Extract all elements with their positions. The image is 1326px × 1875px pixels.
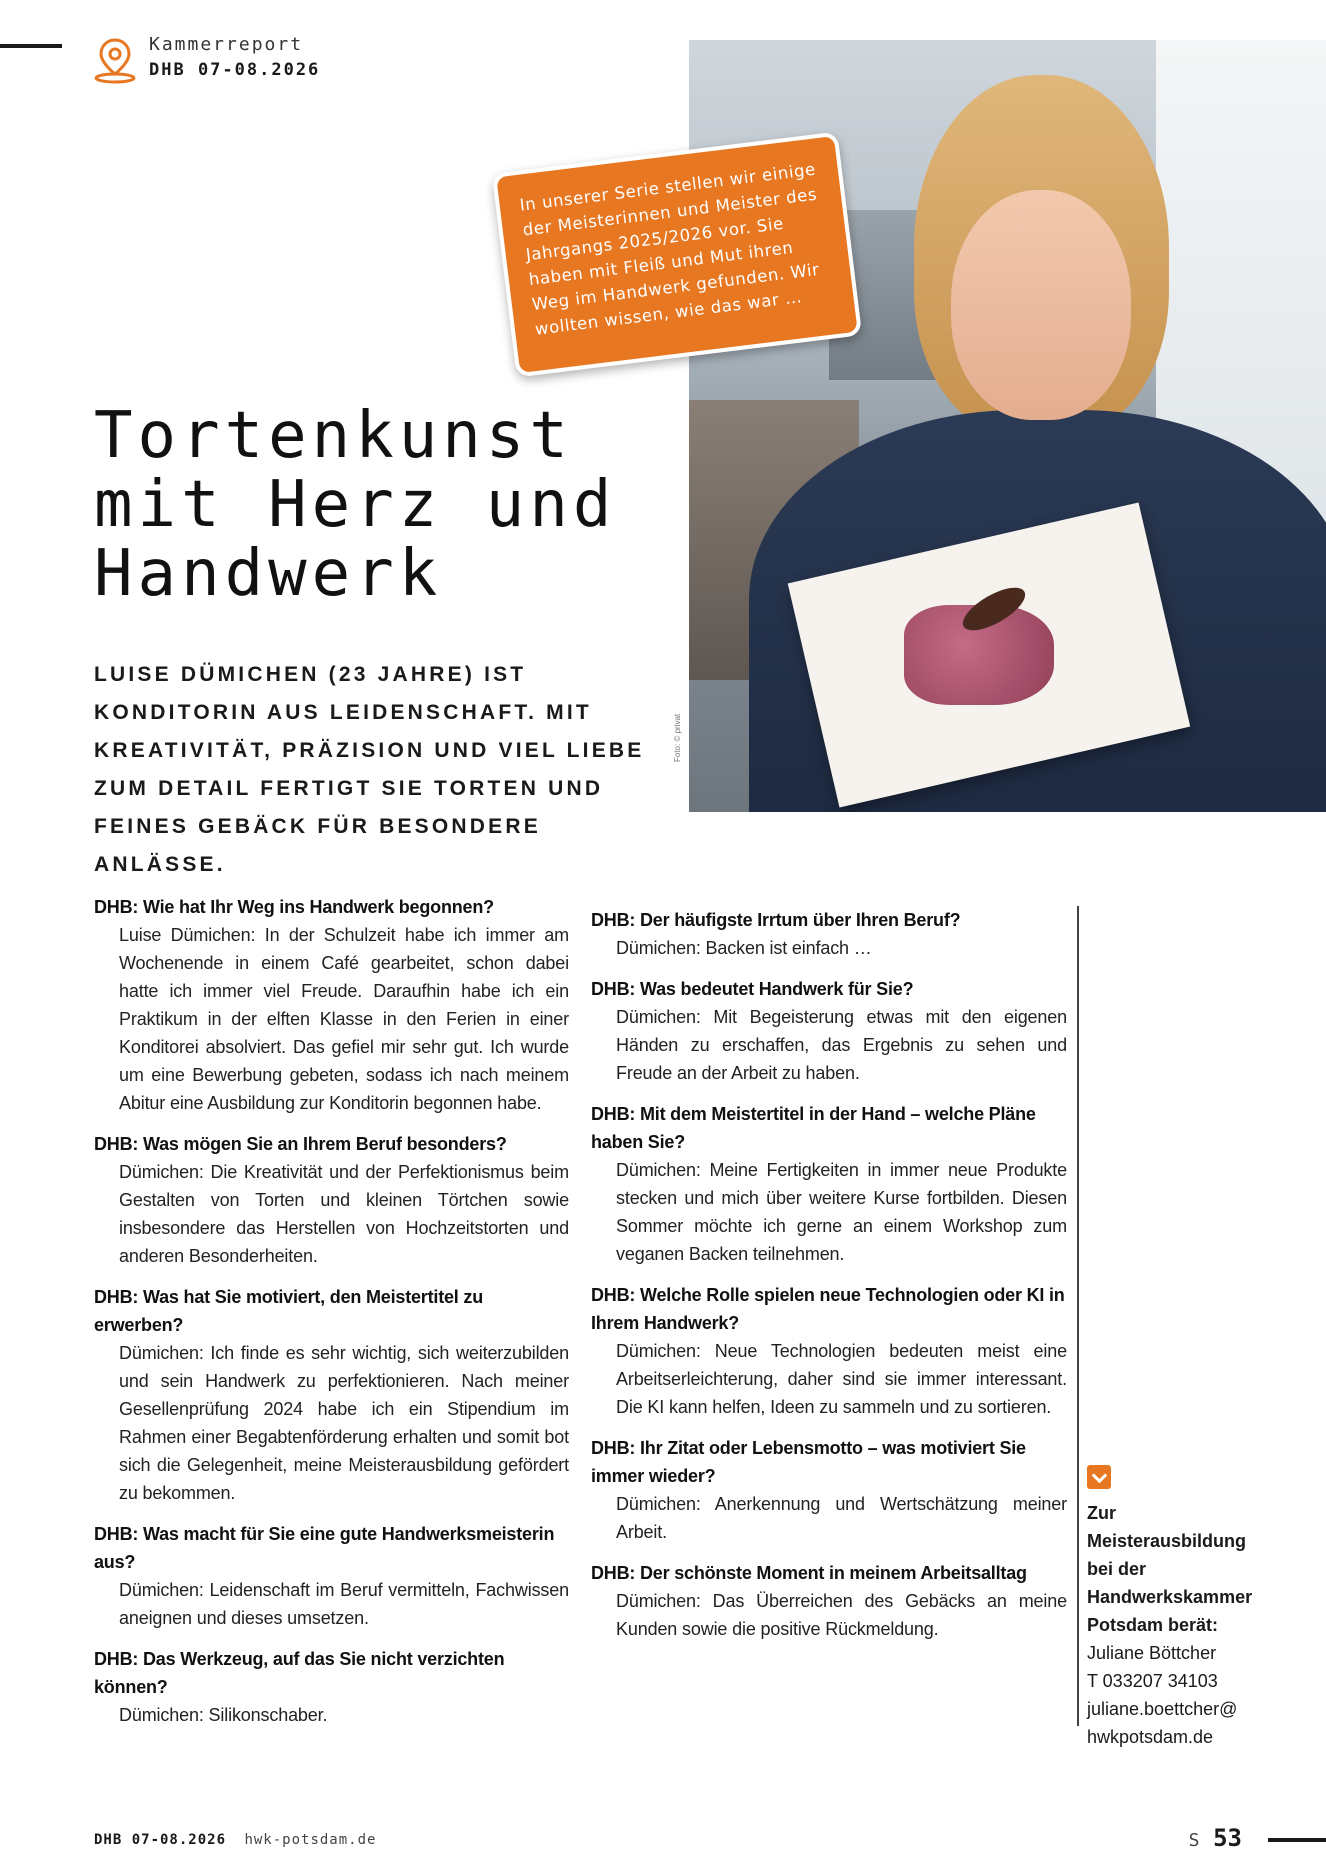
page-prefix: S	[1188, 1830, 1200, 1851]
answer: Dümichen: Die Kreativität und der Perfektionismus beim Gestalten von Torten und kleinen Törtchen sowie insbesondere das Herstellen von Hochzeitstorten und anderen Besonderheiten.	[119, 1162, 569, 1266]
qa-item	[591, 906, 1067, 962]
footer-website-link[interactable]: hwk-potsdam.de	[244, 1832, 377, 1848]
question: DHB: Was mögen Sie an Ihrem Beruf besonders?	[94, 1134, 507, 1154]
interview-column-left	[94, 893, 569, 1742]
photo-credit: Foto: © privat	[673, 713, 682, 762]
answer: Dümichen: Meine Fertigkeiten in immer neue Produkte stecken und mich über weitere Kurse fortbilden. Diesen Sommer möchte ich gerne an einem Workshop zum veganen Backen teilnehmen.	[616, 1160, 1067, 1264]
qa-item	[591, 1100, 1067, 1268]
qa-item	[94, 893, 569, 1117]
column-divider	[1077, 906, 1079, 1726]
answer: Dümichen: Anerkennung und Wertschätzung meiner Arbeit.	[616, 1494, 1067, 1542]
contact-email-line-1[interactable]: juliane.boettcher@	[1087, 1699, 1238, 1719]
contact-name: Juliane Böttcher	[1087, 1643, 1217, 1663]
bottom-rule	[1268, 1838, 1326, 1842]
location-pin-icon	[92, 36, 138, 84]
footer-left	[94, 1832, 376, 1848]
question: DHB: Wie hat Ihr Weg ins Handwerk begonnen?	[94, 897, 494, 917]
answer: Dümichen: Das Überreichen des Gebäcks an meine Kunden sowie die positive Rückmeldung.	[616, 1591, 1067, 1639]
question: DHB: Was macht für Sie eine gute Handwerksmeisterin aus?	[94, 1524, 555, 1572]
question: DHB: Was bedeutet Handwerk für Sie?	[591, 979, 914, 999]
answer: Dümichen: Silikonschaber.	[119, 1705, 328, 1725]
question: DHB: Ihr Zitat oder Lebensmotto – was motiviert Sie immer wieder?	[591, 1438, 1026, 1486]
contact-phone[interactable]: T 033207 34103	[1087, 1671, 1218, 1691]
headline-line-3: Handwerk	[94, 537, 443, 611]
question: DHB: Der schönste Moment in meinem Arbeitsalltag	[591, 1563, 1027, 1583]
series-callout	[492, 132, 862, 378]
footer-issue: DHB 07-08.2026	[94, 1832, 227, 1848]
question: DHB: Der häufigste Irrtum über Ihren Beruf?	[591, 910, 961, 930]
page-number-value: 53	[1213, 1824, 1242, 1852]
headline	[94, 399, 694, 611]
page-number	[1189, 1824, 1242, 1852]
contact-box	[1087, 1465, 1277, 1751]
answer: Dümichen: Backen ist einfach …	[616, 938, 872, 958]
qa-item	[591, 1559, 1067, 1643]
callout-text: In unserer Serie stellen wir einige der Meisterinnen und Meister des Jahrgangs 2025/2026 vor. Sie haben mit Fleiß und Mut ihren Weg im Handwerk gefunden. Wir wollten wissen, wie das war …	[518, 159, 821, 339]
answer: Dümichen: Neue Technologien bedeuten meist eine Arbeitserleichterung, daher sind sie immer interessant. Die KI kann helfen, Ideen zu sammeln und zu sortieren.	[616, 1341, 1067, 1417]
qa-item	[591, 1434, 1067, 1546]
qa-item	[94, 1645, 569, 1729]
section-label: Kammerreport	[149, 34, 304, 55]
subheadline: LUISE DÜMICHEN (23 JAHRE) IST KONDITORIN AUS LEIDENSCHAFT. MIT KREATIVITÄT, PRÄZISION UND VIEL LIEBE ZUM DETAIL FERTIGT SIE TORTEN UND FEINES GEBÄCK FÜR BESONDERE ANLÄSSE.	[94, 663, 645, 876]
qa-item	[591, 975, 1067, 1087]
qa-item	[94, 1283, 569, 1507]
question: DHB: Was hat Sie motiviert, den Meistertitel zu erwerben?	[94, 1287, 483, 1335]
qa-item	[94, 1130, 569, 1270]
question: DHB: Das Werkzeug, auf das Sie nicht verzichten können?	[94, 1649, 505, 1697]
answer: Dümichen: Mit Begeisterung etwas mit den eigenen Händen zu erschaffen, das Ergebnis zu sehen und Freude an der Arbeit zu haben.	[616, 1007, 1067, 1083]
contact-title: Zur Meisterausbildung bei der Handwerkskammer Potsdam berät:	[1087, 1503, 1253, 1635]
interview-column-middle	[591, 906, 1067, 1656]
top-rule	[0, 44, 62, 48]
qa-item	[94, 1520, 569, 1632]
qa-item	[591, 1281, 1067, 1421]
headline-line-2: mit Herz und	[94, 468, 617, 542]
headline-line-1: Tortenkunst	[94, 399, 573, 473]
question: DHB: Welche Rolle spielen neue Technologien oder KI in Ihrem Handwerk?	[591, 1285, 1065, 1333]
answer: Dümichen: Leidenschaft im Beruf vermitteln, Fachwissen aneignen und dieses umsetzen.	[119, 1580, 569, 1628]
answer: Luise Dümichen: In der Schulzeit habe ich immer am Wochenende in einem Café gearbeitet, schon dabei hatte ich immer viel Freude. Daraufhin habe ich ein Praktikum in der elften Klasse in den Ferien in einer Konditorei absolviert. Das gefiel mir sehr gut. Ich wurde um eine Bewerbung gebeten, sodass ich nach meinem Abitur eine Ausbildung zur Konditorin begonnen habe.	[119, 925, 569, 1113]
contact-email-line-2[interactable]: hwkpotsdam.de	[1087, 1727, 1214, 1747]
issue-label: DHB 07-08.2026	[149, 60, 321, 80]
arrow-right-icon	[1087, 1465, 1111, 1489]
answer: Dümichen: Ich finde es sehr wichtig, sich weiterzubilden und sein Handwerk zu perfektionieren. Nach meiner Gesellenprüfung 2024 habe ich ein Stipendium im Rahmen einer Begabtenförderung erhalten und somit bot sich die Gelegenheit, meine Meisterausbildung gefördert zu bekommen.	[119, 1343, 569, 1503]
question: DHB: Mit dem Meistertitel in der Hand – welche Pläne haben Sie?	[591, 1104, 1036, 1152]
